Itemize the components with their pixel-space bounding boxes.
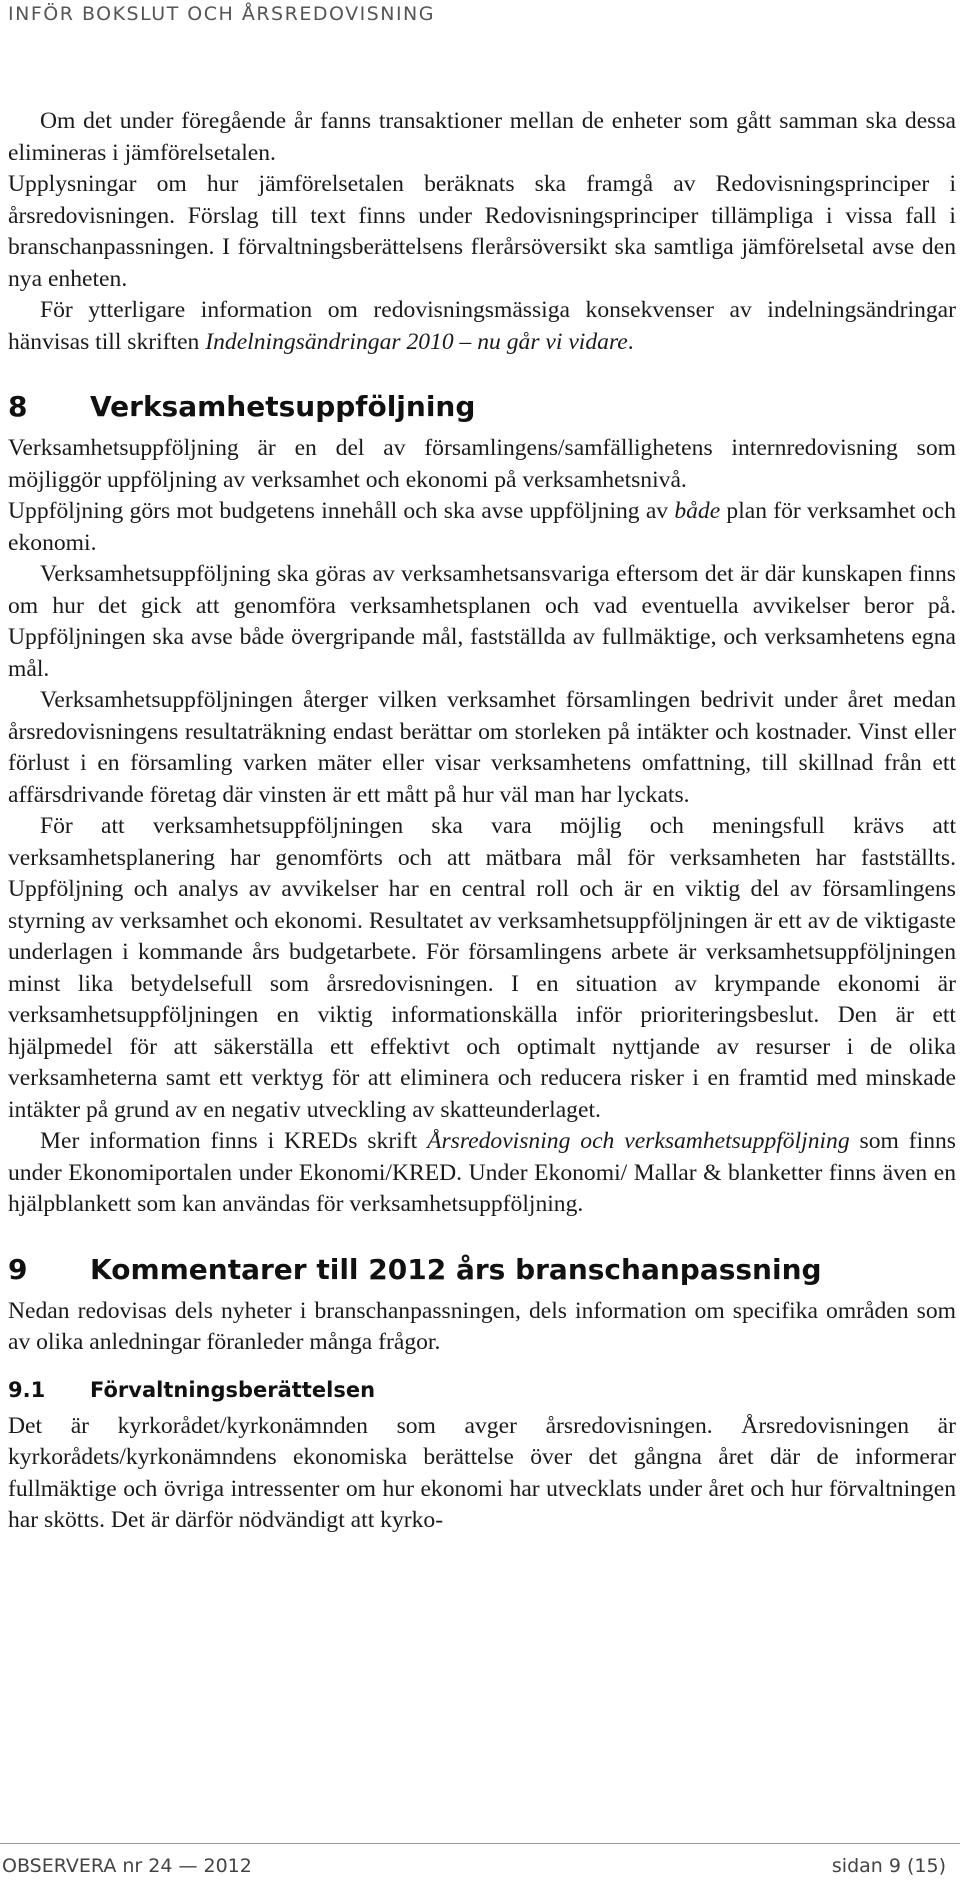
page-body [8,106,956,1537]
section-heading-8 [8,389,956,425]
text: Mer information finns i KREDs skrift [40,1128,428,1154]
paragraph [8,1126,956,1221]
page-footer [0,1843,960,1883]
section-heading-9 [8,1252,956,1288]
section-number: 8 [8,390,28,423]
paragraph [8,295,956,358]
reference-title: Årsredovisning och verksamhetsuppföljning [427,1128,850,1154]
subsection-title: Förvaltningsberättelsen [90,1377,376,1402]
paragraph: För att verksamhetsuppföljningen ska vara möjlig och meningsfull krävs att verksamhetsplanering har genomförts och att mätbara mål för verksamheten har fastställts. Uppföljning och analys av avvikelser har en central roll och är en viktig del av församlingens styrning av verksamhet och ekonomi. Resultatet av verksamhetsuppföljningen är ett av de viktigaste underlagen i kommande års budgetarbete. För församlingens arbete är verksamhetsuppföljningen minst lika betydelsefull som årsredovisningen. I en situation av krympande ekonomi är verksamhetsuppföljningen en viktig informationskälla inför prioriteringsbeslut. Den är ett hjälpmedel för att säkerställa ett effektivt och optimalt nyttjande av resurser i de olika verksamheterna samt ett verktyg för att eliminera och reducera risker i en framtid med minskade intäkter på grund av en negativ utveckling av skatteunderlaget. [8,813,956,1123]
subsection-heading-9-1 [8,1375,956,1405]
paragraph [8,496,956,559]
page-number: sidan 9 (15) [831,1855,946,1877]
section-title: Verksamhetsuppföljning [90,390,476,423]
text: Uppföljning görs mot budgetens innehåll och ska avse uppföljning av [8,498,675,524]
subsection-number: 9.1 [8,1377,46,1402]
emphasis: både [674,498,721,524]
paragraph: Upplysningar om hur jämförelsetalen beräknats ska framgå av Redovisningsprinciper i årsredovisningen. Förslag till text finns under Redovisningsprinciper tillämpliga i vissa fall i branschanpassningen. I förvaltningsberättelsens flerårsöversikt ska samtliga jämförelsetal avse den nya enheten. [8,171,956,292]
paragraph: Verksamhetsuppföljningen återger vilken verksamhet församlingen bedrivit under året medan årsredovisningens resultaträkning endast berättar om storleken på intäkter och kostnader. Vinst eller förlust i en församling varken mäter eller visar verksamhetens omfattning, till skillnad från ett affärsdrivande företag där vinsten är ett mått på hur väl man har lyckats. [8,687,956,808]
section-title: Kommentarer till 2012 års branschanpassning [90,1252,822,1286]
publication-label: OBSERVERA nr 24 — 2012 [2,1855,252,1877]
text: För ytterligare information om redovisningsmässiga konsekvenser av indelningsändringar hänvisas till skriften [8,297,956,355]
paragraph: Det är kyrkorådet/kyrkonämnden som avger årsredovisningen. Årsredovisningen är kyrkorådets/kyrkonämndens ekonomiska berättelse över det gångna året där de informerar fullmäktige och övriga intressenter om hur ekonomi har utvecklats under året och hur förvaltningen har skötts. Det är därför nödvändigt att kyrko- [8,1412,956,1533]
text: . [627,328,634,355]
running-header: INFÖR BOKSLUT OCH ÅRSREDOVISNING [8,3,435,25]
paragraph: Verksamhetsuppföljning ska göras av verksamhetsansvariga eftersom det är där kunskapen finns om hur det gick att genomföra verksamhetsplanen och vad eventuella avvikelser beror på. Uppföljningen ska avse både övergripande mål, fastställda av fullmäktige, och verksamhetens egna mål. [8,561,956,682]
section-number: 9 [8,1252,28,1286]
reference-title: Indelningsändringar 2010 – nu går vi vidare [205,328,628,355]
text: plan för verksamhet och ekonomi. [8,498,956,556]
text: som finns under Ekonomiportalen under Ekonomi/KRED. Under Ekonomi/ Mallar & blanketter finns även en hjälpblankett som kan användas för verksamhetsuppföljning. [8,1128,956,1217]
paragraph: Om det under föregående år fanns transaktioner mellan de enheter som gått samman ska dessa elimineras i jämförelsetalen. [8,108,956,166]
paragraph: Nedan redovisas dels nyheter i branschanpassningen, dels information om specifika områden som av olika anledningar föranleder många frågor. [8,1297,956,1355]
paragraph: Verksamhetsuppföljning är en del av församlingens/samfällighetens internredovisning som möjliggör uppföljning av verksamhet och ekonomi på verksamhetsnivå. [8,435,956,493]
